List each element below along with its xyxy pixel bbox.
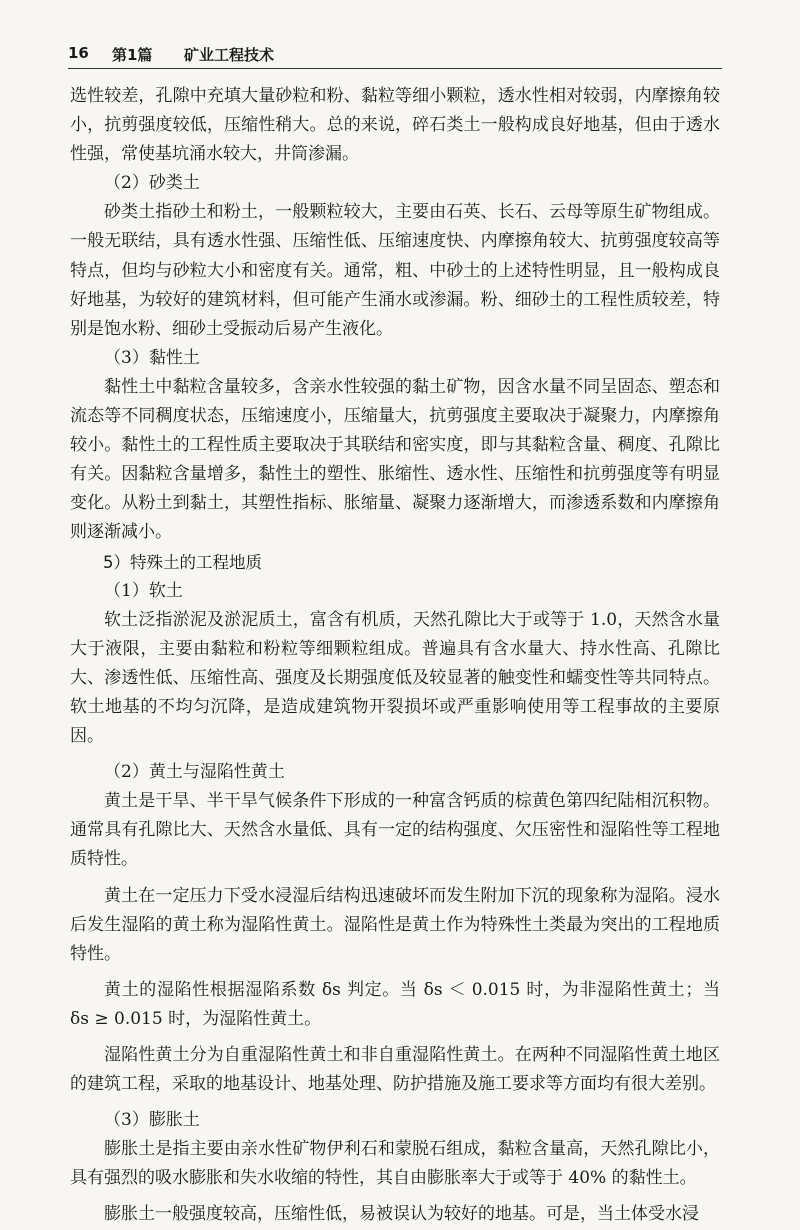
- paragraph-expansive-soil: 膨胀土是指主要由亲水性矿物伊利石和蒙脱石组成，黏粒含量高，天然孔隙比小，具有强烈的吸水膨胀和失水收缩的特性，其自由膨胀率大于或等于 40% 的黏性土。: [70, 1139, 720, 1189]
- heading-expansive-soil: （3）膨胀土: [104, 1110, 200, 1131]
- part-title: 矿业工程技术: [184, 46, 275, 64]
- paragraph-clay-soil: 黏性土中黏粒含量较多，含亲水性较强的黏土矿物，因含水量不同呈固态、塑态和流态等不同稠度状态，压缩速度小，压缩量大，抗剪强度主要取决于凝聚力，内摩擦角较小。黏性土的工程性质主要取决于其联结和密实度，即与其黏粒含量、稠度、孔隙比有关。因黏粒含量增多，黏性土的塑性、胀缩性、透水性、压缩性和抗剪强度等有明显变化。从粉土到黏土，其塑性指标、胀缩量、凝聚力逐渐增大，而渗透系数和内摩擦角则逐渐减小。: [70, 376, 720, 543]
- paragraph-soft-soil: 软土泛指淤泥及淤泥质土，富含有机质，天然孔隙比大于或等于 1.0，天然含水量大于液限，主要由黏粒和粉粒等细颗粒组成。普遍具有含水量大、持水性高、孔隙比大、渗透性低、压缩性高、强度及长期强度低及较显著的触变性和蠕变性等共同特点。软土地基的不均匀沉降，是造成建筑物开裂损坏或严重影响使用等工程事故的主要原因。: [70, 609, 720, 747]
- heading-loess: （2）黄土与湿陷性黄土: [104, 762, 285, 783]
- heading-soft-soil: （1）软土: [104, 580, 183, 601]
- running-header: [68, 40, 722, 69]
- page-number: 16: [68, 44, 89, 62]
- heading-special-soil: 5）特殊土的工程地质: [103, 552, 262, 572]
- heading-sandy-soil: （2）砂类土: [104, 173, 200, 194]
- paragraph-continuation: 选性较差，孔隙中充填大量砂粒和粉、黏粒等细小颗粒，透水性相对较弱，内摩擦角较小，抗剪强度较低，压缩性稍大。总的来说，碎石类土一般构成良好地基，但由于透水性强，常使基坑涌水较大，井筒渗漏。: [70, 86, 720, 165]
- body-text: [70, 82, 720, 1230]
- paragraph-collapsible-types: 湿陷性黄土分为自重湿陷性黄土和非自重湿陷性黄土。在两种不同湿陷性黄土地区的建筑工程，采取的地基设计、地基处理、防护措施及施工要求等方面均有很大差别。: [70, 1045, 720, 1095]
- paragraph-collapse-coefficient: 黄土的湿陷性根据湿陷系数 δs 判定。当 δs ＜ 0.015 时，为非湿陷性黄土；当 δs ≥ 0.015 时，为湿陷性黄土。: [70, 979, 720, 1029]
- paragraph-loess: 黄土是干旱、半干旱气候条件下形成的一种富含钙质的棕黄色第四纪陆相沉积物。通常具有孔隙比大、天然含水量低、具有一定的结构强度、欠压密性和湿陷性等工程地质特性。: [70, 791, 720, 870]
- paragraph-sandy-soil: 砂类土指砂土和粉土，一般颗粒较大，主要由石英、长石、云母等原生矿物组成。一般无联结，具有透水性强、压缩性低、压缩速度快、内摩擦角较大、抗剪强度较高等特点，但均与砂粒大小和密度有关。通常，粗、中砂土的上述特性明显，且一般构成良好地基，为较好的建筑材料，但可能产生涌水或渗漏。粉、细砂土的工程性质较差，特别是饱水粉、细砂土受振动后易产生液化。: [70, 202, 720, 339]
- paragraph-expansive-strength: 膨胀土一般强度较高，压缩性低，易被误认为较好的地基。可是，当土体受水浸: [104, 1204, 699, 1225]
- paragraph-collapse: 黄土在一定压力下受水浸湿后结构迅速破坏而发生附加下沉的现象称为湿陷。浸水后发生湿陷的黄土称为湿陷性黄土。湿陷性是黄土作为特殊性土类最为突出的工程地质特性。: [70, 885, 720, 964]
- part-label: 第1篇: [112, 46, 153, 64]
- heading-clay-soil: （3）黏性土: [104, 347, 200, 368]
